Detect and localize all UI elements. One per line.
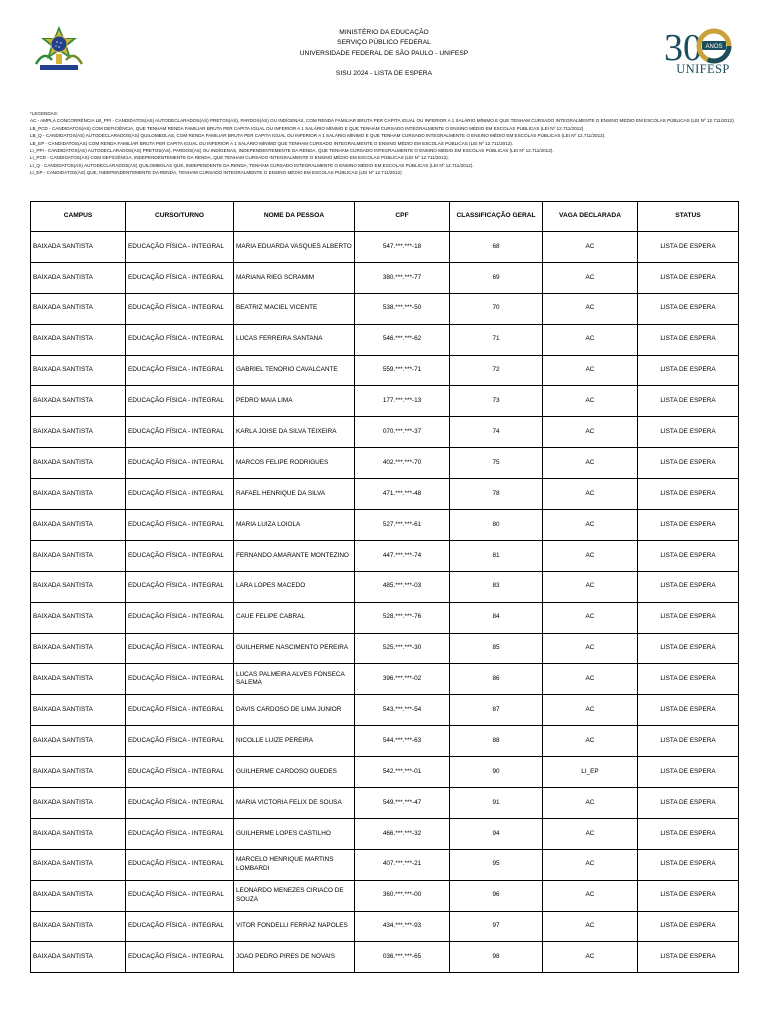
cell-nome: BEATRIZ MACIEL VICENTE	[234, 293, 355, 324]
cell-vaga: AC	[543, 942, 638, 973]
cell-status: LISTA DE ESPERA	[638, 942, 739, 973]
cell-nome: GUILHERME LOPES CASTILHO	[234, 818, 355, 849]
cell-cpf: 525.***.***-30	[355, 633, 450, 664]
cell-cpf: 466.***.***-32	[355, 818, 450, 849]
cell-nome: CAUE FELIPE CABRAL	[234, 602, 355, 633]
cell-cpf: 542.***.***-01	[355, 757, 450, 788]
cell-curso: EDUCAÇÃO FÍSICA - INTEGRAL	[126, 324, 234, 355]
table-row	[31, 355, 739, 386]
cell-vaga: AC	[543, 510, 638, 541]
cell-vaga: AC	[543, 633, 638, 664]
cell-status: LISTA DE ESPERA	[638, 880, 739, 911]
cell-cpf: 544.***.***-63	[355, 726, 450, 757]
cell-status: LISTA DE ESPERA	[638, 633, 739, 664]
cell-vaga: AC	[543, 479, 638, 510]
table-row	[31, 664, 739, 695]
table-row	[31, 726, 739, 757]
cell-vaga: AC	[543, 726, 638, 757]
cell-cpf: 036.***.***-65	[355, 942, 450, 973]
header-university: UNIVERSIDADE FEDERAL DE SÃO PAULO - UNIFESP	[299, 49, 469, 57]
cell-cpf: 434.***.***-93	[355, 911, 450, 942]
coat-of-arms-emblem	[30, 24, 88, 76]
cell-vaga: AC	[543, 262, 638, 293]
document-subtitle: SISU 2024 - LISTA DE ESPERA	[335, 70, 433, 78]
legend-item: LI_PPI - CANDIDATOS(AS) AUTODECLARADOS(AS) PRETOS(AS), PARDOS(AS) OU INDÍGENAS, INDEPENDENTEMENTE DA RENDA, QUE TENHAM CURSADO INTEGRALMENTE O ENSINO MÉDIO EM ESCOLAS PÚBLICAS (LEI Nº 12.711/2012).	[30, 148, 554, 154]
cell-status: LISTA DE ESPERA	[638, 540, 739, 571]
cell-campus: BAIXADA SANTISTA	[31, 355, 126, 386]
cell-vaga: AC	[543, 911, 638, 942]
column-header-cpf: CPF	[355, 202, 450, 232]
logo-badge: ANOS	[705, 44, 723, 50]
cell-status: LISTA DE ESPERA	[638, 324, 739, 355]
table-row	[31, 479, 739, 510]
cell-classificacao: 91	[450, 788, 543, 819]
cell-campus: BAIXADA SANTISTA	[31, 695, 126, 726]
cell-campus: BAIXADA SANTISTA	[31, 911, 126, 942]
table-row	[31, 880, 739, 911]
cell-cpf: 396.***.***-02	[355, 664, 450, 695]
legend-item: LB_PCD - CANDIDATOS(AS) COM DEFICIÊNCIA, QUE TENHAM RENDA FAMILIAR BRUTA PER CAPITA IGUAL OU INFERIOR A 1 SALÁRIO MÍNIMO E QUE TENHAM CURSADO INTEGRALMENTE O ENSINO MÉDIO EM ESCOLAS PÚBLICAS (LEI Nº 12.711/2012)	[30, 125, 584, 131]
cell-classificacao: 86	[450, 664, 543, 695]
cell-status: LISTA DE ESPERA	[638, 232, 739, 263]
cell-cpf: 471.***.***-48	[355, 479, 450, 510]
cell-campus: BAIXADA SANTISTA	[31, 417, 126, 448]
cell-cpf: 543.***.***-54	[355, 695, 450, 726]
cell-campus: BAIXADA SANTISTA	[31, 540, 126, 571]
legend-item: LB_EP - CANDIDATOS(AS) COM RENDA FAMILIAR BRUTA PER CAPITA IGUAL OU INFERIOR A 1 SALÁRIO MÍNIMO QUE TENHAM CURSADO INTEGRALMENTE O ENSINO MÉDIO EM ESCOLAS PÚBLICAS (LEI Nº 12.711/2012).	[30, 140, 514, 146]
cell-cpf: 360.***.***-00	[355, 880, 450, 911]
cell-cpf: 070.***.***-37	[355, 417, 450, 448]
cell-nome: VITOR FONDELLI FERRAZ NAPOLES	[234, 911, 355, 942]
cell-cpf: 447.***.***-74	[355, 540, 450, 571]
cell-classificacao: 80	[450, 510, 543, 541]
table-row	[31, 386, 739, 417]
cell-curso: EDUCAÇÃO FÍSICA - INTEGRAL	[126, 448, 234, 479]
cell-vaga: AC	[543, 788, 638, 819]
cell-classificacao: 98	[450, 942, 543, 973]
cell-campus: BAIXADA SANTISTA	[31, 293, 126, 324]
cell-campus: BAIXADA SANTISTA	[31, 664, 126, 695]
legend-item: LI_PCD - CANDIDATOS(AS) COM DEFICIÊNCIA, INDEPENDENTEMENTE DA RENDA, QUE TENHAM CURSADO INTEGRALMENTE O ENSINO MÉDIO EM ESCOLAS PÚBLICAS (LEI Nº 12.711/2012).	[30, 155, 449, 161]
cell-campus: BAIXADA SANTISTA	[31, 757, 126, 788]
cell-vaga: AC	[543, 355, 638, 386]
cell-cpf: 546.***.***-62	[355, 324, 450, 355]
cell-nome: RAFAEL HENRIQUE DA SILVA	[234, 479, 355, 510]
cell-vaga: AC	[543, 448, 638, 479]
cell-campus: BAIXADA SANTISTA	[31, 324, 126, 355]
cell-classificacao: 72	[450, 355, 543, 386]
table-row	[31, 540, 739, 571]
cell-curso: EDUCAÇÃO FÍSICA - INTEGRAL	[126, 880, 234, 911]
cell-nome: PEDRO MAIA LIMA	[234, 386, 355, 417]
logo-number: 30	[664, 27, 702, 69]
cell-campus: BAIXADA SANTISTA	[31, 726, 126, 757]
cell-nome: GUILHERME NASCIMENTO PEREIRA	[234, 633, 355, 664]
cell-status: LISTA DE ESPERA	[638, 757, 739, 788]
cell-campus: BAIXADA SANTISTA	[31, 880, 126, 911]
cell-curso: EDUCAÇÃO FÍSICA - INTEGRAL	[126, 695, 234, 726]
cell-cpf: 177.***.***-13	[355, 386, 450, 417]
column-header-curso: CURSO/TURNO	[126, 202, 234, 232]
legend-item: LB_Q - CANDIDATOS(AS) AUTODECLARADOS(AS) QUILOMBOLAS, COM RENDA FAMILIAR BRUTA PER CAPITA IGUAL OU INFERIOR A 1 SALÁRIO MÍNIMO E QUE TENHAM CURSADO INTEGRALMENTE O ENSINO MÉDIO EM ESCOLAS PÚBLICAS (LEI Nº 12.711/2012).	[30, 133, 606, 139]
cell-campus: BAIXADA SANTISTA	[31, 448, 126, 479]
cell-curso: EDUCAÇÃO FÍSICA - INTEGRAL	[126, 479, 234, 510]
table-header-row	[31, 202, 739, 232]
cell-nome: MARIA EDUARDA VASQUES ALBERTO	[234, 232, 355, 263]
cell-nome: LARA LOPES MACEDO	[234, 571, 355, 602]
cell-status: LISTA DE ESPERA	[638, 417, 739, 448]
waiting-list-table	[30, 201, 739, 973]
table-row	[31, 695, 739, 726]
cell-curso: EDUCAÇÃO FÍSICA - INTEGRAL	[126, 602, 234, 633]
cell-classificacao: 83	[450, 571, 543, 602]
cell-nome: NICOLLE LUIZE PEREIRA	[234, 726, 355, 757]
cell-curso: EDUCAÇÃO FÍSICA - INTEGRAL	[126, 726, 234, 757]
cell-nome: LEONARDO MENEZES CIRIACO DE SOUZA	[234, 880, 355, 911]
cell-status: LISTA DE ESPERA	[638, 510, 739, 541]
column-header-classificacao: CLASSIFICAÇÃO GERAL	[450, 202, 543, 232]
cell-vaga: AC	[543, 880, 638, 911]
cell-campus: BAIXADA SANTISTA	[31, 232, 126, 263]
cell-campus: BAIXADA SANTISTA	[31, 510, 126, 541]
cell-curso: EDUCAÇÃO FÍSICA - INTEGRAL	[126, 911, 234, 942]
cell-campus: BAIXADA SANTISTA	[31, 262, 126, 293]
table-row	[31, 849, 739, 880]
cell-vaga: AC	[543, 293, 638, 324]
cell-status: LISTA DE ESPERA	[638, 911, 739, 942]
cell-status: LISTA DE ESPERA	[638, 818, 739, 849]
cell-vaga: AC	[543, 695, 638, 726]
cell-curso: EDUCAÇÃO FÍSICA - INTEGRAL	[126, 849, 234, 880]
cell-curso: EDUCAÇÃO FÍSICA - INTEGRAL	[126, 355, 234, 386]
cell-nome: LUCAS FERREIRA SANTANA	[234, 324, 355, 355]
column-header-status: STATUS	[638, 202, 739, 232]
column-header-nome: NOME DA PESSOA	[234, 202, 355, 232]
cell-curso: EDUCAÇÃO FÍSICA - INTEGRAL	[126, 788, 234, 819]
legend-item: LI_EP - CANDIDATOS(AS) QUE, INDEPENDENTEMENTE DA RENDA, TENHAM CURSADO INTEGRALMENTE O ENSINO MÉDIO EM ESCOLAS PÚBLICAS (LEI Nº 12.711/2012)	[30, 170, 402, 176]
column-header-campus: CAMPUS	[31, 202, 126, 232]
cell-vaga: AC	[543, 540, 638, 571]
cell-classificacao: 97	[450, 911, 543, 942]
cell-classificacao: 88	[450, 726, 543, 757]
cell-classificacao: 96	[450, 880, 543, 911]
cell-nome: MARCELO HENRIQUE MARTINS LOMBARDI	[234, 849, 355, 880]
legend-title: *LEGENDAS:	[30, 111, 59, 116]
column-header-vaga: VAGA DECLARADA	[543, 202, 638, 232]
cell-curso: EDUCAÇÃO FÍSICA - INTEGRAL	[126, 510, 234, 541]
cell-nome: KARLA JOISE DA SILVA TEIXEIRA	[234, 417, 355, 448]
cell-nome: MARIA VICTORIA FELIX DE SOUSA	[234, 788, 355, 819]
cell-campus: BAIXADA SANTISTA	[31, 818, 126, 849]
cell-classificacao: 73	[450, 386, 543, 417]
cell-nome: DAVIS CARDOSO DE LIMA JUNIOR	[234, 695, 355, 726]
table-row	[31, 448, 739, 479]
cell-curso: EDUCAÇÃO FÍSICA - INTEGRAL	[126, 664, 234, 695]
cell-status: LISTA DE ESPERA	[638, 695, 739, 726]
table-row	[31, 818, 739, 849]
cell-vaga: AC	[543, 818, 638, 849]
logo-wordmark: UNIFESP	[676, 62, 730, 76]
cell-campus: BAIXADA SANTISTA	[31, 633, 126, 664]
cell-nome: GUILHERME CARDOSO GUEDES	[234, 757, 355, 788]
cell-classificacao: 81	[450, 540, 543, 571]
cell-curso: EDUCAÇÃO FÍSICA - INTEGRAL	[126, 293, 234, 324]
cell-nome: GABRIEL TENORIO CAVALCANTE	[234, 355, 355, 386]
cell-vaga: AC	[543, 664, 638, 695]
cell-classificacao: 71	[450, 324, 543, 355]
cell-curso: EDUCAÇÃO FÍSICA - INTEGRAL	[126, 571, 234, 602]
cell-vaga: LI_EP	[543, 757, 638, 788]
document-header	[240, 28, 528, 80]
cell-curso: EDUCAÇÃO FÍSICA - INTEGRAL	[126, 417, 234, 448]
cell-cpf: 527.***.***-61	[355, 510, 450, 541]
table-row	[31, 911, 739, 942]
cell-cpf: 559.***.***-71	[355, 355, 450, 386]
cell-status: LISTA DE ESPERA	[638, 664, 739, 695]
cell-status: LISTA DE ESPERA	[638, 386, 739, 417]
cell-nome: LUCAS PALMEIRA ALVES FONSECA SALEMA	[234, 664, 355, 695]
table-row	[31, 417, 739, 448]
table-row	[31, 262, 739, 293]
cell-nome: MARIA LUIZA LOIOLA	[234, 510, 355, 541]
table-row	[31, 788, 739, 819]
cell-status: LISTA DE ESPERA	[638, 849, 739, 880]
cell-nome: FERNANDO AMARANTE MONTEZINO	[234, 540, 355, 571]
table-row	[31, 510, 739, 541]
cell-campus: BAIXADA SANTISTA	[31, 571, 126, 602]
cell-classificacao: 74	[450, 417, 543, 448]
cell-status: LISTA DE ESPERA	[638, 355, 739, 386]
cell-classificacao: 69	[450, 262, 543, 293]
cell-cpf: 485.***.***-03	[355, 571, 450, 602]
cell-status: LISTA DE ESPERA	[638, 262, 739, 293]
cell-nome: JOAO PEDRO PIRES DE NOVAIS	[234, 942, 355, 973]
cell-curso: EDUCAÇÃO FÍSICA - INTEGRAL	[126, 386, 234, 417]
cell-nome: MARCOS FELIPE RODRIGUES	[234, 448, 355, 479]
cell-vaga: AC	[543, 324, 638, 355]
cell-cpf: 549.***.***-47	[355, 788, 450, 819]
cell-curso: EDUCAÇÃO FÍSICA - INTEGRAL	[126, 818, 234, 849]
cell-status: LISTA DE ESPERA	[638, 571, 739, 602]
table-row	[31, 293, 739, 324]
legend-item: AC - AMPLA CONCORRÊNCIA LB_PPI - CANDIDATOS(AS) AUTODECLARADOS(AS) PRETOS(AS), PARDOS(AS) OU INDÍGENAS, COM RENDA FAMILIAR BRUTA PER CAPITA IGUAL OU INFERIOR A 1 SALÁRIO MÍNIMO E QUE TENHAM CURSADO INTEGRALMENTE O ENSINO MÉDIO EM ESCOLAS PÚBLICAS (LEI Nº 12.711/2012)	[30, 118, 734, 124]
cell-curso: EDUCAÇÃO FÍSICA - INTEGRAL	[126, 232, 234, 263]
cell-classificacao: 78	[450, 479, 543, 510]
cell-cpf: 547.***.***-18	[355, 232, 450, 263]
cell-cpf: 380.***.***-77	[355, 262, 450, 293]
cell-campus: BAIXADA SANTISTA	[31, 788, 126, 819]
cell-cpf: 402.***.***-70	[355, 448, 450, 479]
cell-classificacao: 90	[450, 757, 543, 788]
cell-campus: BAIXADA SANTISTA	[31, 602, 126, 633]
cell-curso: EDUCAÇÃO FÍSICA - INTEGRAL	[126, 262, 234, 293]
cell-status: LISTA DE ESPERA	[638, 448, 739, 479]
cell-vaga: AC	[543, 386, 638, 417]
cell-campus: BAIXADA SANTISTA	[31, 386, 126, 417]
cell-classificacao: 94	[450, 818, 543, 849]
cell-cpf: 528.***.***-76	[355, 602, 450, 633]
cell-classificacao: 75	[450, 448, 543, 479]
cell-classificacao: 84	[450, 602, 543, 633]
cell-campus: BAIXADA SANTISTA	[31, 849, 126, 880]
table-row	[31, 942, 739, 973]
table-row	[31, 571, 739, 602]
cell-classificacao: 68	[450, 232, 543, 263]
cell-status: LISTA DE ESPERA	[638, 293, 739, 324]
cell-classificacao: 87	[450, 695, 543, 726]
cell-status: LISTA DE ESPERA	[638, 726, 739, 757]
cell-status: LISTA DE ESPERA	[638, 479, 739, 510]
table-row	[31, 633, 739, 664]
cell-status: LISTA DE ESPERA	[638, 788, 739, 819]
legend-item: LI_Q - CANDIDATOS(AS) AUTODECLARADOS(AS) QUILOMBOLAS QUE, INDEPENDENTE DA RENDA, TENHAM CURSADO INTEGRALMENTE O ENSINO MÉDIO EM ESCOLAS PÚBLICAS (LEI Nº 12.711/2012).	[30, 162, 474, 168]
cell-curso: EDUCAÇÃO FÍSICA - INTEGRAL	[126, 633, 234, 664]
table-row	[31, 324, 739, 355]
header-service: SERVIÇO PÚBLICO FEDERAL	[337, 39, 431, 47]
header-ministry: MINISTÉRIO DA EDUCAÇÃO	[339, 29, 429, 36]
table-row	[31, 757, 739, 788]
cell-nome: MARIANA RIEG SCRAMIM	[234, 262, 355, 293]
cell-vaga: AC	[543, 849, 638, 880]
cell-cpf: 538.***.***-50	[355, 293, 450, 324]
cell-status: LISTA DE ESPERA	[638, 602, 739, 633]
cell-curso: EDUCAÇÃO FÍSICA - INTEGRAL	[126, 757, 234, 788]
cell-curso: EDUCAÇÃO FÍSICA - INTEGRAL	[126, 942, 234, 973]
cell-campus: BAIXADA SANTISTA	[31, 479, 126, 510]
table-body	[31, 232, 739, 973]
table-row	[31, 602, 739, 633]
cell-classificacao: 70	[450, 293, 543, 324]
cell-vaga: AC	[543, 232, 638, 263]
legend-block	[30, 110, 740, 177]
cell-vaga: AC	[543, 571, 638, 602]
cell-cpf: 407.***.***-21	[355, 849, 450, 880]
cell-vaga: AC	[543, 602, 638, 633]
table-row	[31, 232, 739, 263]
cell-classificacao: 85	[450, 633, 543, 664]
cell-classificacao: 95	[450, 849, 543, 880]
cell-curso: EDUCAÇÃO FÍSICA - INTEGRAL	[126, 540, 234, 571]
cell-vaga: AC	[543, 417, 638, 448]
cell-campus: BAIXADA SANTISTA	[31, 942, 126, 973]
